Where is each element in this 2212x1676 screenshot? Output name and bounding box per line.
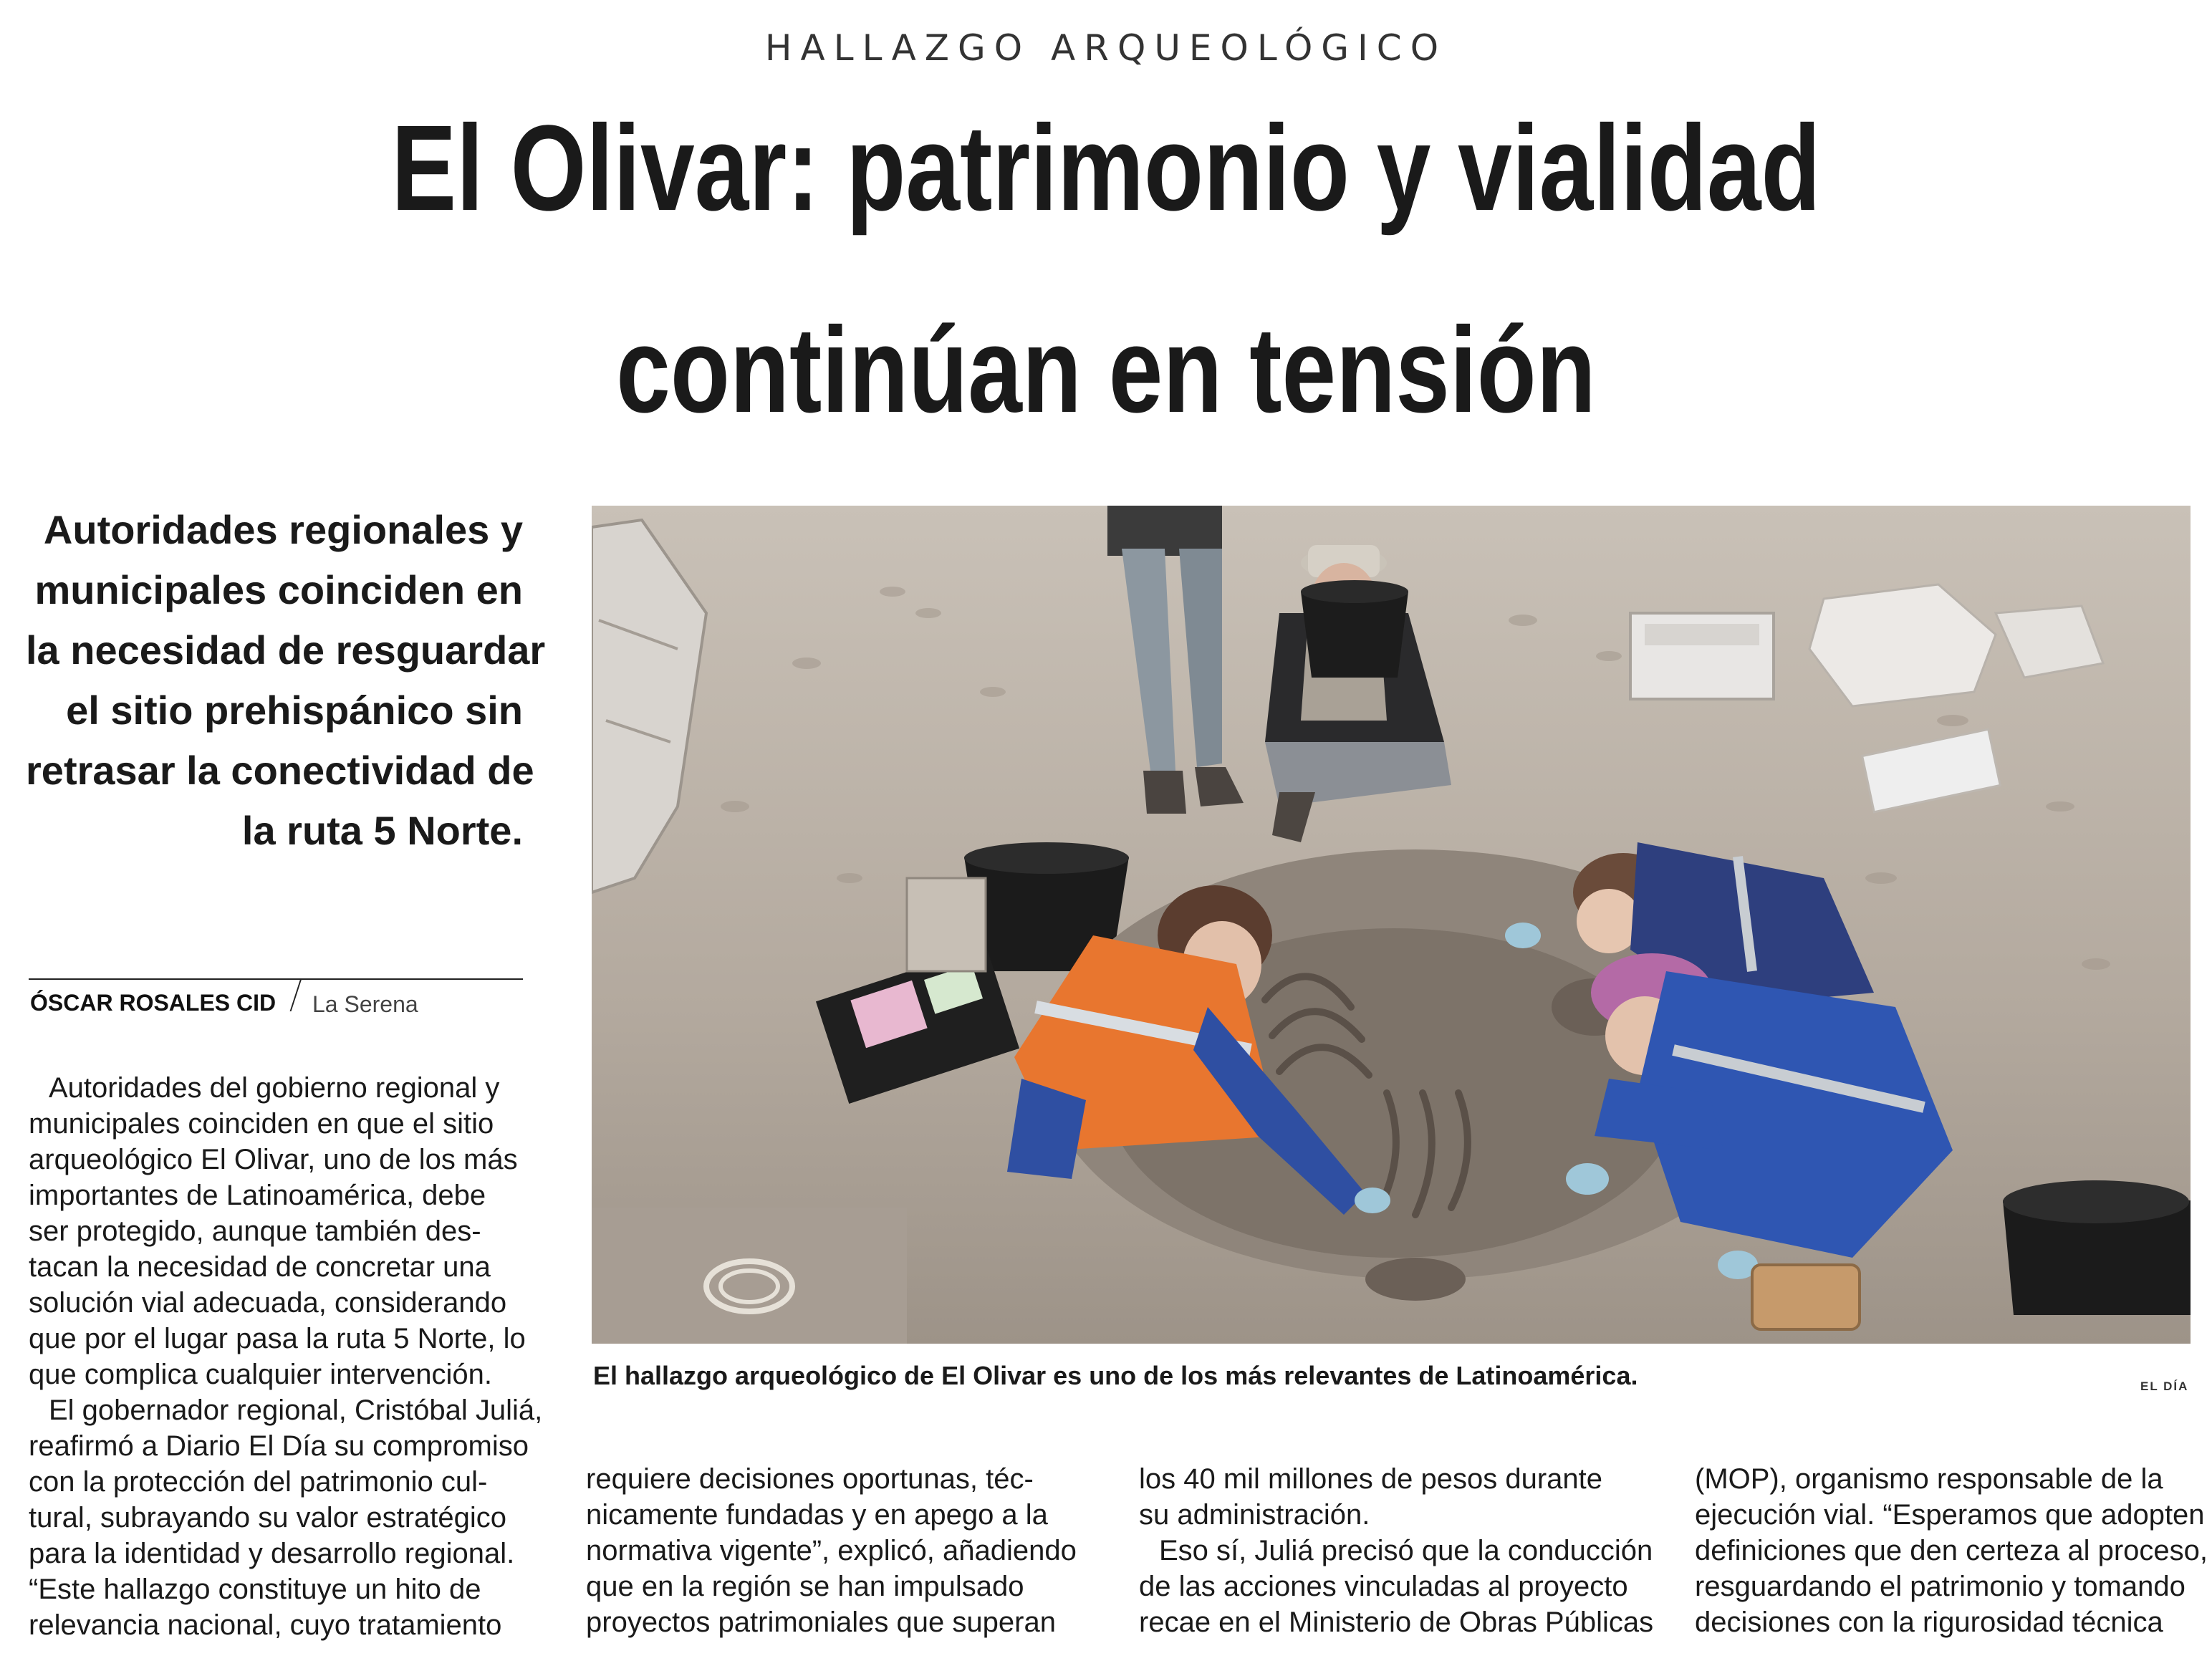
body-column-2 [586,1461,1080,1640]
body-line: Autoridades del gobierno regional y [49,1072,500,1104]
body-line: decisiones con la rigurosidad técnica [1695,1607,2163,1638]
headline-line-2: continúan en tensión [616,302,1596,438]
body-line: que complica cualquier intervención. [29,1359,493,1390]
body-line: solución vial adecuada, considerando [29,1287,507,1319]
lede-line: la necesidad de resguardar [26,627,546,673]
body-line: requiere decisiones oportunas, téc- [586,1463,1034,1495]
headline-line-1: El Olivar: patrimonio y vialidad [391,100,1821,236]
lede [26,500,546,861]
body-line: tural, subrayando su valor estratégico [29,1502,507,1533]
body-line: que por el lugar pasa la ruta 5 Norte, lo [29,1323,526,1354]
excavation-photo [592,506,2191,1344]
photo-caption: El hallazgo arqueológico de El Olivar es uno de los más relevantes de Latinoamérica. [593,1361,1638,1390]
excavation-illustration [592,506,2191,1344]
body-line: reafirmó a Diario El Día su compromiso [29,1430,529,1462]
body-line: El gobernador regional, Cristóbal Juliá, [49,1395,543,1426]
body-line: arqueológico El Olivar, uno de los más [29,1144,518,1175]
photo-credit: EL DÍA [2140,1379,2189,1393]
dateline-location: La Serena [312,991,418,1017]
body-line: de las acciones vinculadas al proyecto [1139,1571,1628,1602]
lede-line: Autoridades regionales y [43,507,523,552]
body-line: su administración. [1139,1499,1370,1531]
body-line: relevancia nacional, cuyo tratamiento [29,1609,502,1641]
body-line: con la protección del patrimonio cul- [29,1466,488,1498]
body-column-1 [29,1070,543,1643]
author-name: ÓSCAR ROSALES CID [30,990,276,1016]
body-line: importantes de Latinoamérica, debe [29,1180,486,1211]
lede-line: el sitio prehispánico sin [66,688,523,733]
body-line: Eso sí, Juliá precisó que la conducción [1159,1535,1653,1566]
body-line: “Este hallazgo constituye un hito de [29,1574,481,1605]
body-line: nicamente fundadas y en apego a la [586,1499,1048,1531]
section-label: HALLAZGO ARQUEOLÓGICO [764,27,1448,69]
body-line: los 40 mil millones de pesos durante [1139,1463,1603,1495]
body-line: definiciones que den certeza al proceso, [1695,1535,2208,1566]
body-line: recae en el Ministerio de Obras Públicas [1139,1607,1654,1638]
lede-line: la ruta 5 Norte. [241,808,523,853]
body-line: resguardando el patrimonio y tomando [1695,1571,2185,1602]
body-line: ejecución vial. “Esperamos que adopten [1695,1499,2205,1531]
body-column-3 [1139,1461,1654,1640]
byline [29,978,523,1017]
body-line: normativa vigente”, explicó, añadiendo [586,1535,1077,1566]
body-line: tacan la necesidad de concretar una [29,1251,491,1283]
body-line: municipales coinciden en que el sitio [29,1108,494,1140]
body-line: (MOP), organismo responsable de la [1695,1463,2163,1495]
body-line: ser protegido, aunque también des- [29,1215,481,1247]
byline-divider [290,978,302,1011]
body-line: que en la región se han impulsado [586,1571,1024,1602]
lede-line: municipales coinciden en [34,567,523,612]
body-line: para la identidad y desarrollo regional. [29,1538,515,1569]
lede-line: retrasar la conectividad de [26,748,534,793]
body-column-4 [1695,1461,2208,1640]
body-line: proyectos patrimoniales que superan [586,1607,1056,1638]
